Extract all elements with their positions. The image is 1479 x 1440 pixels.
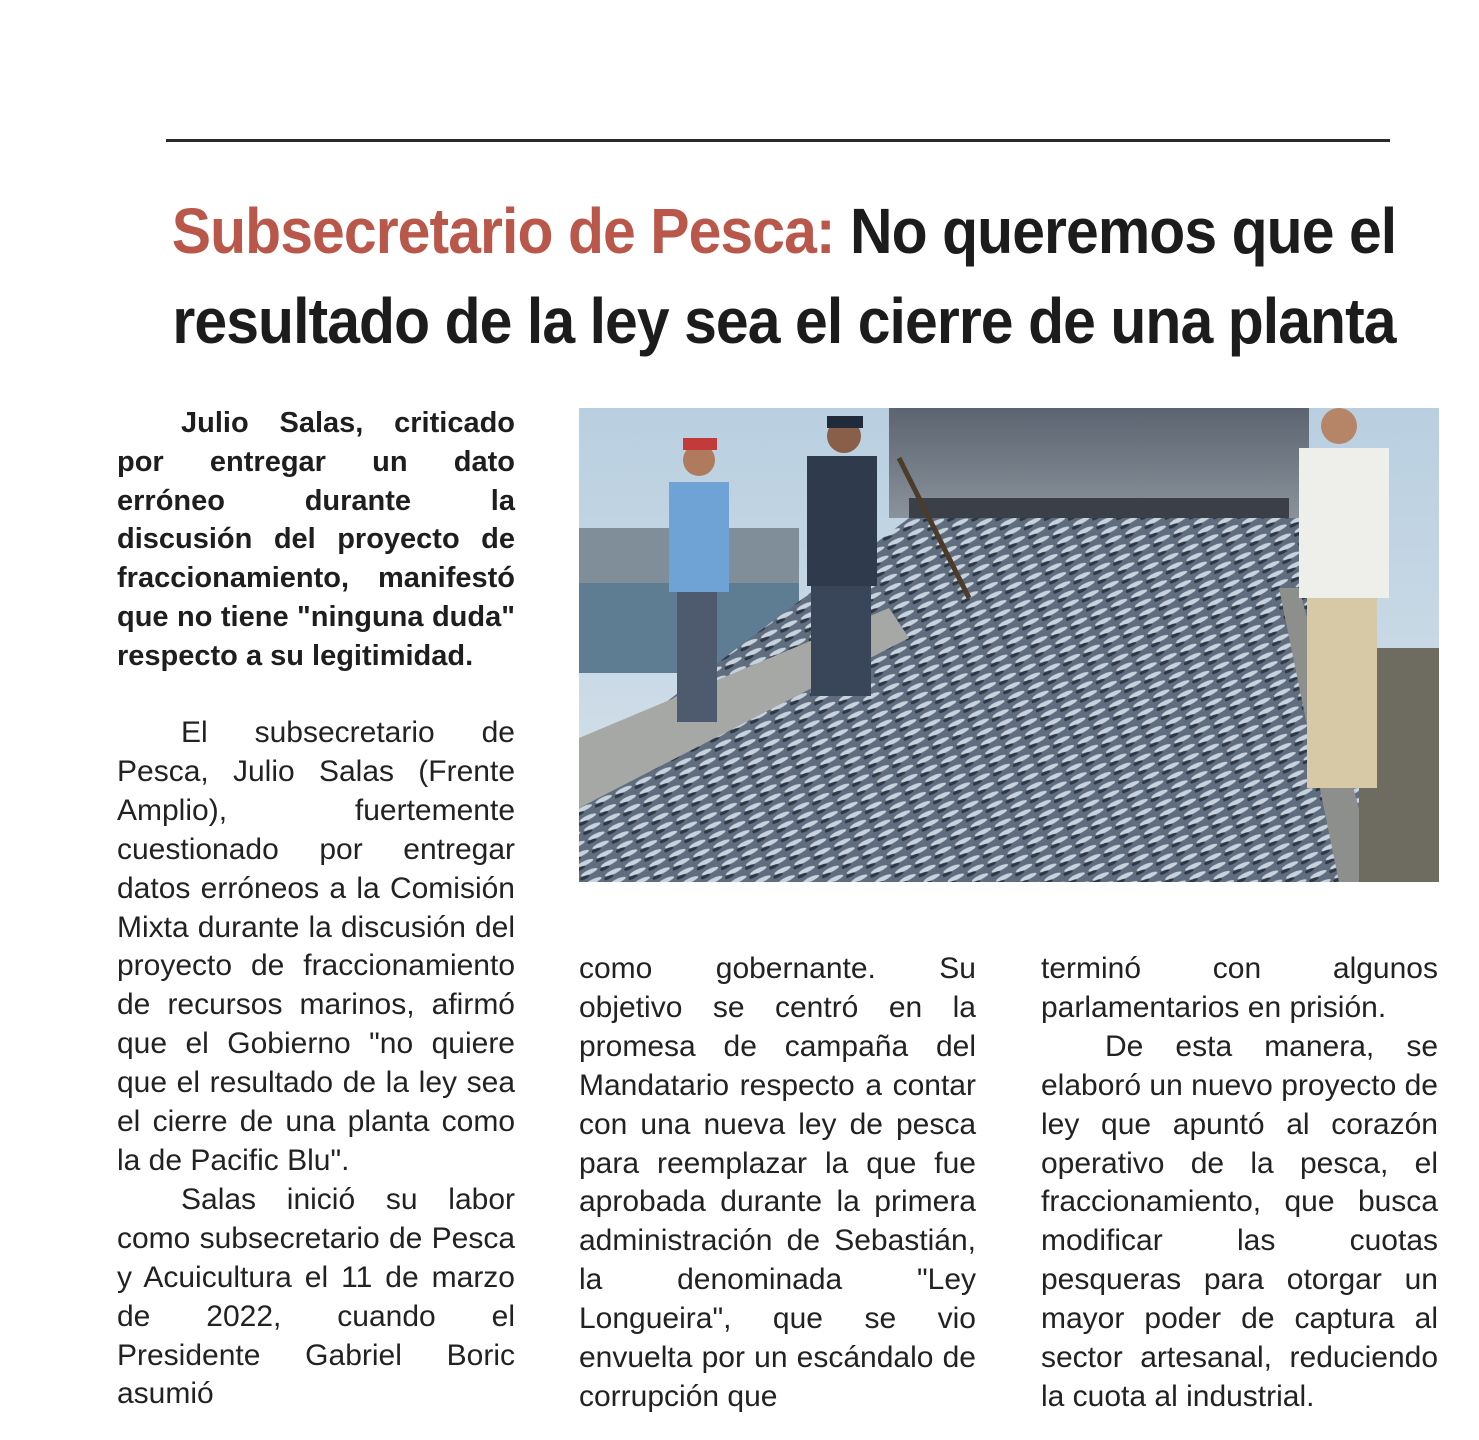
top-rule xyxy=(166,139,1390,142)
lead-paragraph xyxy=(117,404,515,676)
column-3 xyxy=(1041,950,1438,1417)
column-3-paragraph-2: De esta manera, se elaboró un nuevo proyecto de ley que apuntó al corazón operativo de la pesca, el fraccionamiento, que busca modificar las cuotas pesqueras para otorgar un mayor poder de captura al sector artesanal, reduciendo la cuota al industrial. xyxy=(1041,1029,1438,1413)
column-1 xyxy=(117,714,515,1414)
article-photo xyxy=(579,408,1439,882)
column-1-paragraph-2: Salas inició su labor como subsecretario de Pesca y Acuicultura el 11 de marzo de 2022, cuando el Presidente Gabriel Boric asumió xyxy=(117,1182,515,1411)
column-2 xyxy=(579,950,976,1417)
column-3-paragraph-1: terminó con algunos parlamentarios en prisión. xyxy=(1041,952,1438,1024)
column-1-paragraph-1: El subsecretario de Pesca, Julio Salas (Frente Amplio), fuertemente cuestionado por entregar datos erróneos a la Comisión Mixta durante la discusión del proyecto de fraccionamiento de recursos marinos, afirmó que el Gobierno "no quiere que el resultado de la ley sea el cierre de una planta como la de Pacific Blu". xyxy=(117,716,515,1177)
headline-kicker: Subsecretario de Pesca: xyxy=(171,195,835,267)
headline-text: No queremos que el resultado de la ley sea el cierre de una planta xyxy=(172,195,1397,357)
column-2-paragraph-1: como gobernante. Su objetivo se centró en la promesa de campaña del Mandatario respecto a contar con una nueva ley de pesca para reemplazar la que fue aprobada durante la primera administración de Sebastián, la denominada "Ley Longueira", que se vio envuelta por un escándalo de corrupción que xyxy=(579,952,976,1413)
headline xyxy=(140,186,1428,366)
fish-conveyor-photo xyxy=(579,408,1439,882)
lead-text: Julio Salas, criticado por entregar un dato erróneo durante la discusión del proyecto de fraccionamiento, manifestó que no tiene "ninguna duda" respecto a su legitimidad. xyxy=(117,407,515,672)
